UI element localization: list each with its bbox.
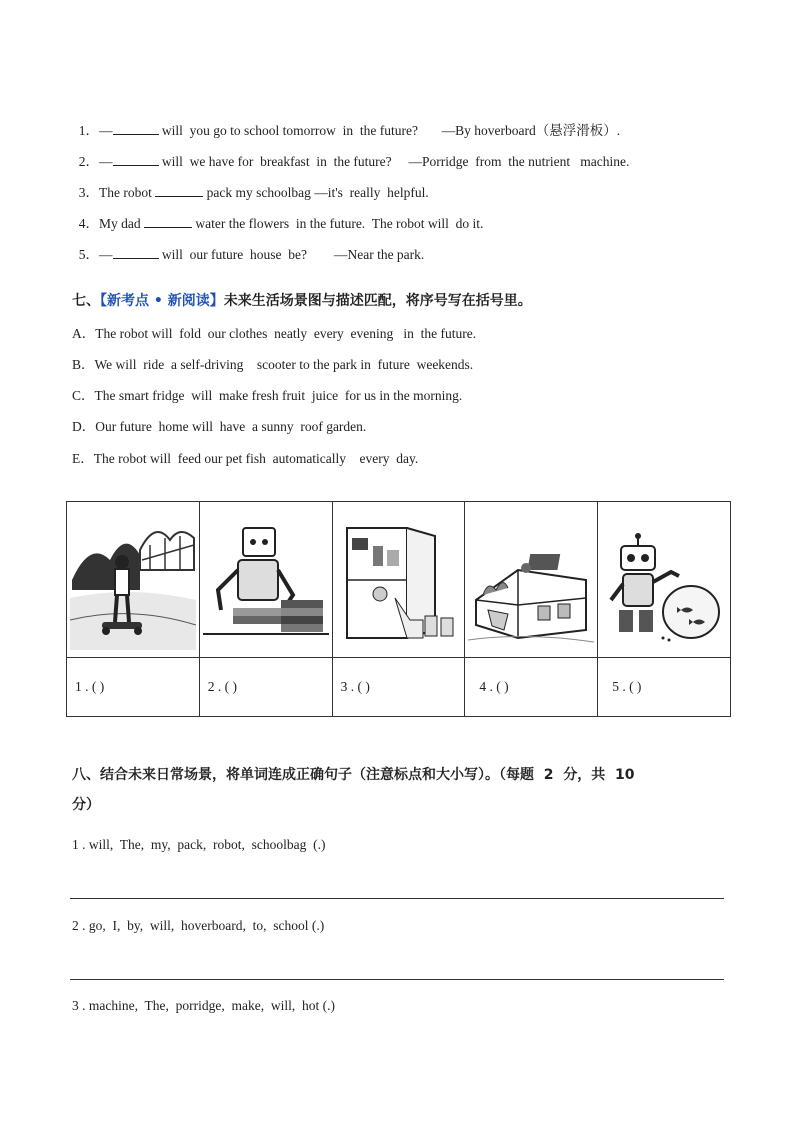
- answer-slot-1[interactable]: 1 . ( ): [67, 658, 200, 717]
- q8-item-1: 1 . will, The, my, pack, robot, schoolbag (.): [72, 837, 326, 852]
- item-text-after: will we have for breakfast in the future? —Porridge from the nutrient machine.: [158, 154, 630, 169]
- option-d: D．Our future home will have a sunny roof garden.: [72, 419, 367, 434]
- picture-cell-2: [199, 502, 332, 658]
- item-number: 4．: [78, 216, 99, 231]
- section-instruction: 未来生活场景图与描述匹配，将序号写在括号里。: [223, 293, 532, 309]
- section8-title-line2: 分）: [72, 797, 100, 813]
- item-number: 1．: [78, 123, 99, 138]
- item-text-before: My dad: [99, 216, 144, 231]
- answer-slot-3[interactable]: 3 . ( ): [332, 658, 465, 717]
- section-number: 七、: [72, 293, 100, 309]
- boy-on-hoverboard-image: [70, 510, 196, 650]
- item-number: 2．: [78, 154, 99, 169]
- smart-fridge-juice-image: [335, 510, 461, 650]
- answer-slot-2[interactable]: 2 . ( ): [199, 658, 332, 717]
- item-number: 5．: [78, 247, 99, 262]
- item-text-before: —: [99, 123, 113, 138]
- q8-item-3: 3 . machine, The, porridge, make, will, hot (.): [72, 998, 335, 1013]
- section7-title: [72, 290, 532, 310]
- option-e: E．The robot will feed our pet fish automatically every day.: [72, 451, 419, 466]
- answer-line-2[interactable]: [70, 979, 724, 980]
- robot-feeding-fish-image: [601, 510, 727, 650]
- answer-slot-4[interactable]: 4 . ( ): [465, 658, 598, 717]
- option-b: B．We will ride a self-driving scooter to the park in future weekends.: [72, 357, 474, 372]
- q8-item-2: 2 . go, I, by, will, hoverboard, to, school (.): [72, 918, 325, 933]
- picture-cell-5: [598, 502, 731, 658]
- item-text-after: water the flowers in the future. The robot will do it.: [192, 216, 484, 231]
- q6-item-5: [72, 227, 424, 263]
- item-text-after: pack my schoolbag —it's really helpful.: [203, 185, 429, 200]
- answer-slot-5[interactable]: 5 . ( ): [598, 658, 731, 717]
- option-a: A．The robot will fold our clothes neatly every evening in the future.: [72, 326, 477, 341]
- picture-cell-4: [465, 502, 598, 658]
- answer-line-1[interactable]: [70, 898, 724, 899]
- new-reading-tag: 【新考点 • 新阅读】: [100, 293, 224, 309]
- item-text-before: The robot: [99, 185, 156, 200]
- picture-matching-table: [66, 501, 731, 717]
- item-text-after: will you go to school tomorrow in the future? —By hoverboard（悬浮滑板）.: [158, 123, 621, 138]
- section8-title-line1: 八、结合未来日常场景，将单词连成正确句子（注意标点和大小写）。（每题 2 分，共 10: [72, 767, 635, 783]
- item-number: 3．: [78, 185, 99, 200]
- item-text-after: will our future house be? —Near the park.: [158, 247, 425, 262]
- answer-blank[interactable]: [113, 246, 159, 259]
- item-text-before: —: [99, 247, 113, 262]
- roof-garden-house-image: [468, 510, 594, 650]
- picture-cell-3: [332, 502, 465, 658]
- option-c: C．The smart fridge will make fresh fruit juice for us in the morning.: [72, 388, 463, 403]
- robot-folding-clothes-image: [203, 510, 329, 650]
- picture-cell-1: [67, 502, 200, 658]
- item-text-before: —: [99, 154, 113, 169]
